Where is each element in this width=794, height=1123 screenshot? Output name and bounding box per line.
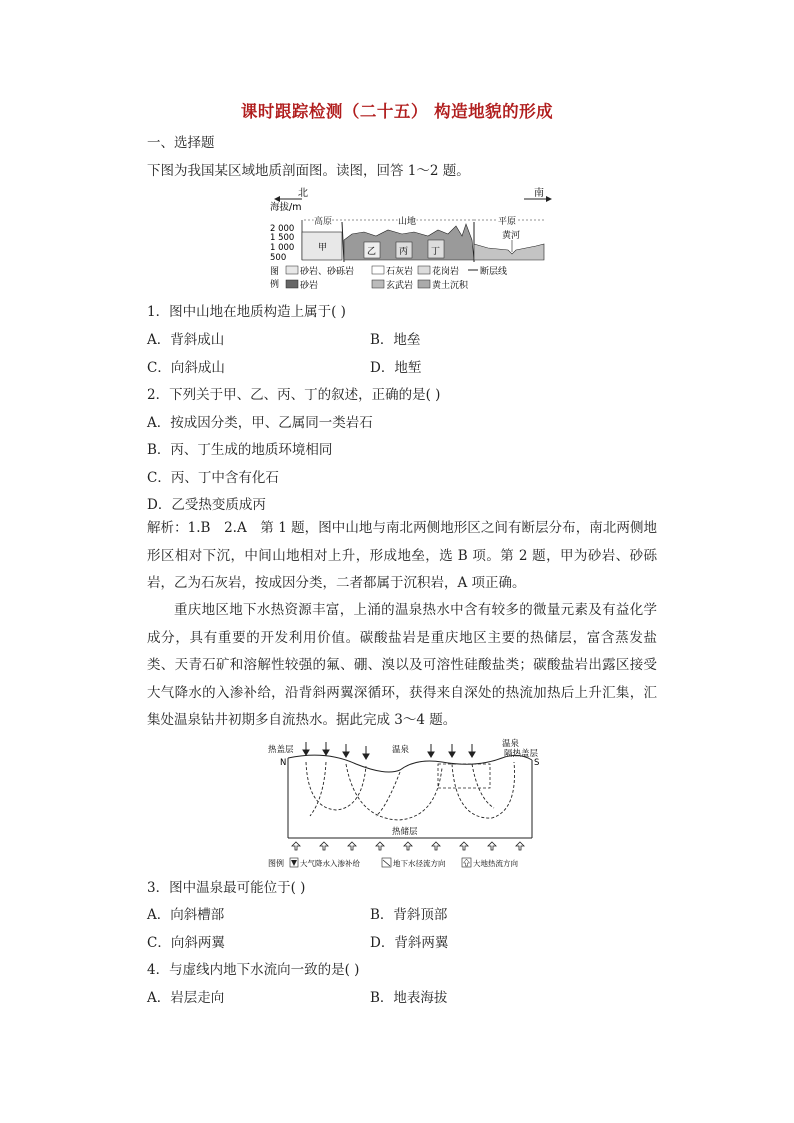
q2-option-a: A．按成因分类，甲、乙属同一类岩石 <box>147 415 373 431</box>
section-heading: 一、选择题 <box>147 135 215 151</box>
region-mountain: 山地 <box>398 217 417 227</box>
q2-option-c: C．丙、丁中含有化石 <box>147 470 279 486</box>
passage-paragraph: 重庆地区地下水热资源丰富，上涌的温泉热水中含有较多的微量元素及有益化学成分，具有重要的开发利用价值。碳酸盐岩是重庆地区主要的热储层，富含蒸发盐类、天青石矿和溶解性较强的氟、硼、溴以及可溶性硅酸盐类；碳酸盐岩出露区接受大气降水的入渗补给，沿背斜两翼深循环，获得来自深处的热流加热后上升汇集，汇集处温泉钻井初期多自流热水。据此完成 3～4 题。 <box>147 602 657 728</box>
dashed-box <box>438 764 490 788</box>
legend-title-2: 例 <box>270 280 280 290</box>
q3-option-b: B．背斜顶部 <box>370 907 448 923</box>
y-tick-2000: 2 000 <box>270 224 295 234</box>
q2-option-d: D．乙受热变质成丙 <box>147 497 266 513</box>
q3-option-a: A．向斜槽部 <box>147 907 225 923</box>
legend-sandstone: 砂岩 <box>300 281 319 291</box>
q4-option-b: B．地表海拔 <box>370 990 448 1006</box>
north-mark: N <box>280 758 287 768</box>
spring-mid-label: 温泉 <box>392 745 410 755</box>
q1-stem: 1．图中山地在地质构造上属于( ) <box>147 304 346 320</box>
q1-option-b: B．地垒 <box>370 332 421 348</box>
altitude-axis-label: 海拔/m <box>270 202 302 213</box>
rock-bing: 丙 <box>399 247 409 257</box>
rock-ding: 丁 <box>431 247 441 257</box>
intro-text-1: 下图为我国某区域地质剖面图。读图，回答 1～2 题。 <box>147 163 470 179</box>
q4-option-a: A．岩层走向 <box>147 990 225 1006</box>
q1-option-c: C．向斜成山 <box>147 360 225 376</box>
rock-yi: 乙 <box>367 247 377 257</box>
rock-jia: 甲 <box>318 243 328 253</box>
spring-right-label: 温泉 <box>502 739 520 749</box>
q2-option-b: B．丙、丁生成的地质环境相同 <box>147 442 333 458</box>
fig2-legend-head: 图例 <box>268 859 284 868</box>
q4-stem: 4．与虚线内地下水流向一致的是( ) <box>147 962 360 978</box>
legend-title-1: 图 <box>270 267 280 277</box>
fig2-legend-precip: 大气降水入渗补给 <box>300 859 360 868</box>
river-label: 黄河 <box>502 231 521 241</box>
cap-layer-right-label: 隔热盖层 <box>504 749 539 759</box>
legend-limestone: 石灰岩 <box>386 267 414 277</box>
legend-sandstone-conglomerate: 砂岩、砂砾岩 <box>300 267 355 277</box>
south-mark: S <box>534 758 540 768</box>
q3-option-c: C．向斜两翼 <box>147 935 225 951</box>
y-tick-1000: 1 000 <box>270 243 295 253</box>
reservoir-label: 热储层 <box>392 827 418 837</box>
y-tick-1500: 1 500 <box>270 233 295 243</box>
legend-basalt: 玄武岩 <box>386 281 414 291</box>
geologic-profile-figure <box>268 184 556 296</box>
region-plateau: 高原 <box>314 217 333 227</box>
legend-loess: 黄土沉积 <box>432 281 469 291</box>
y-tick-500: 500 <box>270 253 287 263</box>
analysis-paragraph: 解析：1.B 2.A 第 1 题，图中山地与南北两侧地形区之间有断层分布，南北两侧地形区相对下沉，中间山地相对上升，形成地垒，选 B 项。第 2 题，甲为砂岩、砂砾岩，乙为石灰岩，按成因分类，二者都属于沉积岩，A 项正确。 <box>147 520 657 591</box>
q3-option-d: D．背斜两翼 <box>370 935 449 951</box>
fig2-legend-flow: 地下水径流方向 <box>393 859 446 868</box>
fig2-legend-heat: 大地热流方向 <box>473 859 518 868</box>
south-label: 南 <box>534 188 544 199</box>
legend-granite: 花岗岩 <box>432 267 460 277</box>
region-plain: 平原 <box>498 217 517 227</box>
q3-stem: 3．图中温泉最可能位于( ) <box>147 880 306 896</box>
legend-fault: 断层线 <box>480 267 508 277</box>
cap-layer-left-label: 热盖层 <box>268 745 294 755</box>
north-label: 北 <box>298 188 308 199</box>
q1-option-d: D．地堑 <box>370 360 422 376</box>
page-title: 课时跟踪检测（二十五） 构造地貌的形成 <box>240 102 554 121</box>
q2-stem: 2．下列关于甲、乙、丙、丁的叙述，正确的是( ) <box>147 387 441 403</box>
hot-spring-figure <box>266 738 556 870</box>
q1-option-a: A．背斜成山 <box>147 332 225 348</box>
